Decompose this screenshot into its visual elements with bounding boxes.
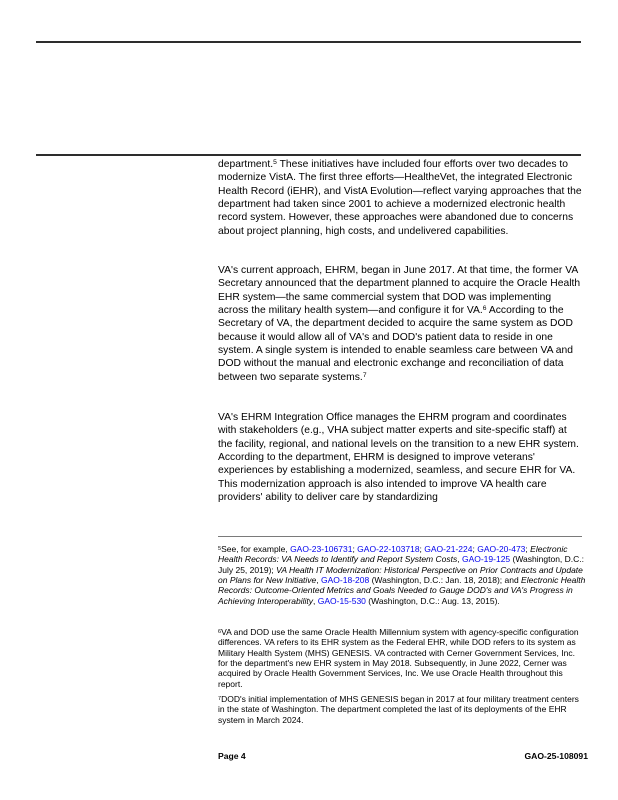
footnote-6 <box>218 627 586 689</box>
text-run: , <box>316 575 322 586</box>
body-paragraph-2 <box>218 264 582 384</box>
footnote-marker: 6 <box>218 628 222 635</box>
gao-report-link[interactable]: GAO-23-106731 <box>290 544 353 554</box>
report-title: Electronic Health Records: VA Needs to Identify and Report System Costs <box>218 544 568 565</box>
header-rule <box>36 41 581 43</box>
report-title: VA Health IT Modernization: Historical Perspective on Prior Contracts and Update on Plans for New Initiative <box>218 564 583 586</box>
section-rule <box>36 154 581 156</box>
text-run: (Washington, D.C.: July 25, 2019); <box>218 554 585 575</box>
footnote-7 <box>218 694 586 725</box>
text-run: DOD's initial implementation of MHS GENESIS began in 2017 at four military treatment centers in the state of Washington. The department completed the last of its deployments of the EHR system in March 2024. <box>218 694 579 725</box>
text-run: ; <box>525 544 531 554</box>
footnote-marker: 5 <box>273 159 277 167</box>
text-run: (Washington, D.C.: Jan. 18, 2018); and <box>369 575 522 586</box>
gao-report-link[interactable]: GAO-21-224 <box>424 544 473 554</box>
text-run: These initiatives have included four efforts over two decades to modernize VistA. The first three efforts—HealtheVet, the integrated Electronic Health Record (iEHR), and VistA Evolution—reflect varying approaches that the department had taken since 2001 to achieve a modernized electronic health record system. However, these approaches were abandoned due to concerns about project planning, high costs, and undelivered capabilities. <box>218 159 582 237</box>
footnote-5 <box>218 544 586 606</box>
text-run: (Washington, D.C.: Aug. 13, 2015). <box>365 595 500 606</box>
footnote-marker: 7 <box>362 372 367 380</box>
gao-report-link[interactable]: GAO-18-208 <box>321 575 370 586</box>
page-footer <box>218 751 588 761</box>
body-paragraph-1 <box>218 158 582 238</box>
body-paragraph-3 <box>218 411 582 504</box>
text-run: VA's current approach, EHRM, began in June 2017. At that time, the former VA Secretary announced that the department planned to acquire the Oracle Health EHR system—the same commercial system that DOD was implementing across the military health system—and configure it for VA. <box>218 265 581 317</box>
text-run: department. <box>218 159 274 170</box>
report-title: Electronic Health Records: Outcome-Oriented Metrics and Goals Needed to Gauge DOD's and VA's Progress in Achieving Interoperability <box>218 575 586 606</box>
text-run: See, for example, <box>221 544 291 554</box>
text-run: VA's EHRM Integration Office manages the EHRM program and coordinates with stakeholders (e.g., VHA subject matter experts and site-specific staff) at the facility, regional, and national levels on the transition to a new EHR system. According to the department, EHRM is designed to improve veterans' experiences by establishing a modernized, seamless, and secure EHR for VA. This modernization approach is also intended to improve VA health care providers' ability to deliver care by standardizing <box>218 412 579 504</box>
gao-report-link[interactable]: GAO-20-473 <box>477 544 526 554</box>
page-number: Page 4 <box>218 751 246 761</box>
footnote-marker: 5 <box>218 545 222 552</box>
gao-report-link[interactable]: GAO-15-530 <box>317 595 366 606</box>
gao-report-link[interactable]: GAO-19-125 <box>461 554 511 565</box>
text-run: ; <box>472 544 478 554</box>
footnote-marker: 7 <box>218 695 222 702</box>
text-run: , <box>457 554 462 565</box>
gao-report-link[interactable]: GAO-22-103718 <box>357 544 420 554</box>
text-run: ; <box>352 544 358 554</box>
text-run: According to the Secretary of VA, the department decided to acquire the same system as DOD because it would allow all of VA's and DOD's patient data to reside in one system. A single system is intended to enable seamless care between VA and DOD without the manual and electronic exchange and reconciliation of data between two separate systems. <box>218 305 574 383</box>
footnote-marker: 6 <box>482 305 487 313</box>
text-run: VA and DOD use the same Oracle Health Millennium system with agency-specific configuration differences. VA refers to its EHR system as the Federal EHR, while DOD refers to its system as Military Health System (MHS) GENESIS. VA contracted with Cerner Government Services, Inc. for the department's new EHR system in May 2018. Subsequently, in June 2022, Cerner was acquired by Oracle Health Government Services, Inc. We use Oracle Health throughout this report. <box>218 627 579 689</box>
report-number: GAO-25-108091 <box>524 751 588 761</box>
text-run: ; <box>419 544 425 554</box>
footnote-separator-rule <box>218 536 582 537</box>
text-run: , <box>312 595 318 606</box>
